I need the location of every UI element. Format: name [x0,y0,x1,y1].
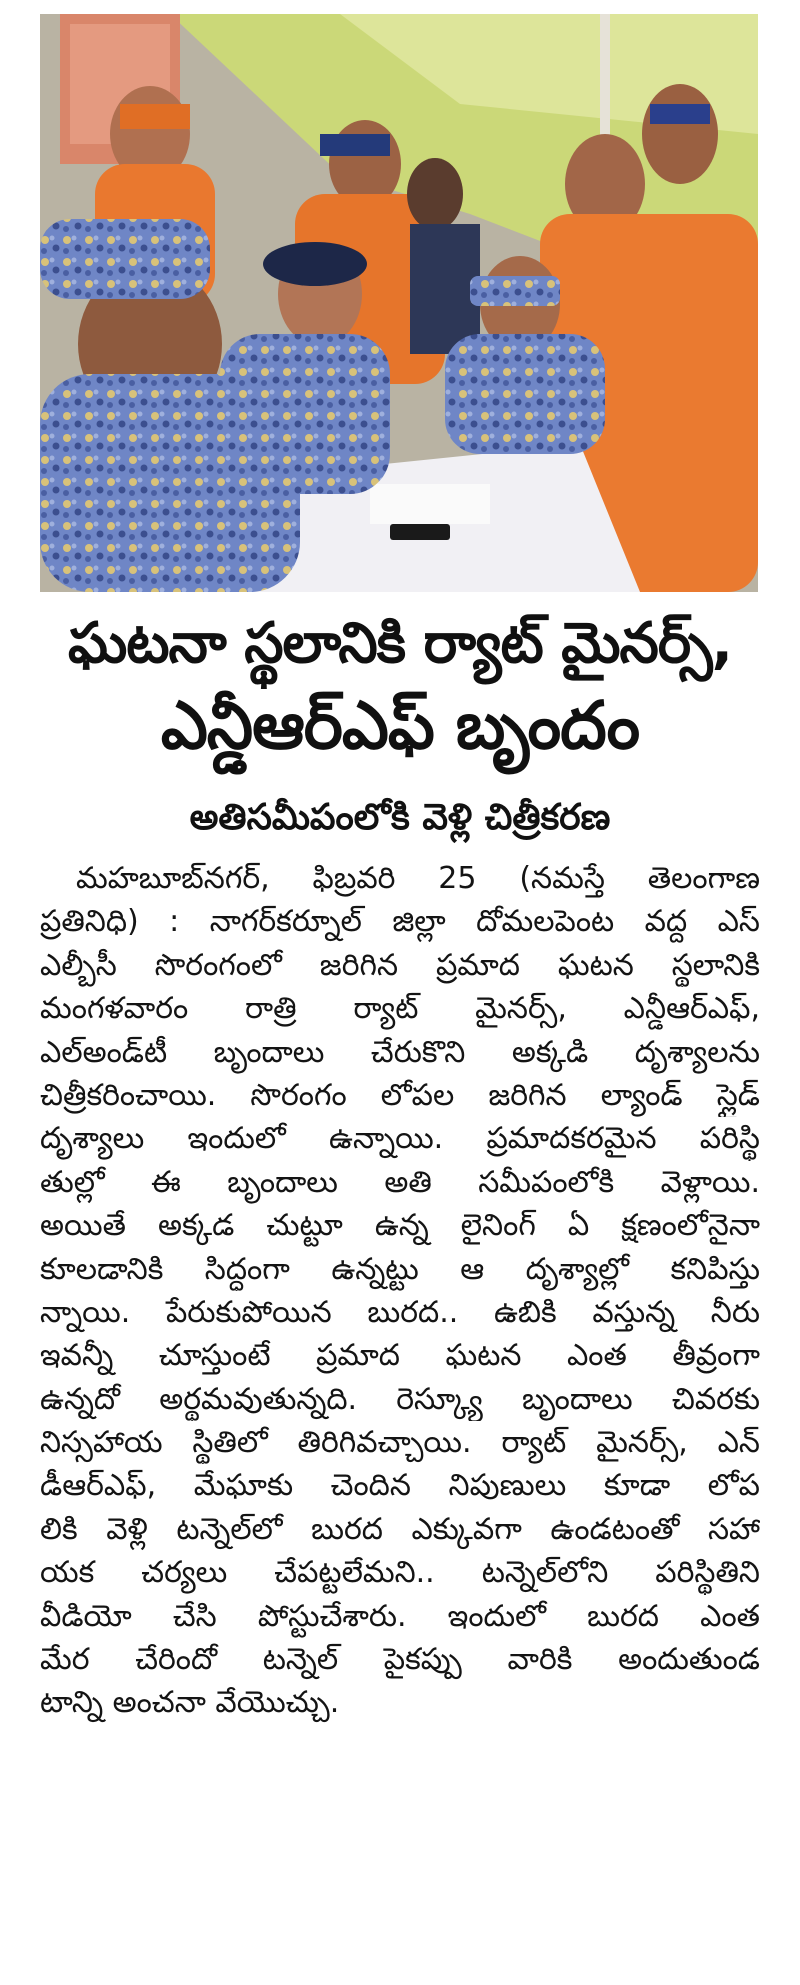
body-line: వీడియో చేసి పోస్టుచేశారు. ఇందులో బురద ఎంత [40,1598,760,1634]
body-line: కూలడానికి సిద్ధంగా ఉన్నట్టు ఆ దృశ్యాల్లో కనిపిస్తు [40,1251,760,1287]
body-line: నిస్సహాయ స్థితిలో తిరిగివచ్చాయి. ర్యాట్ మైనర్స్, ఎన్ [40,1425,760,1461]
subheadline: అతిసమీపంలోకి వెళ్లి చిత్రీకరణ [189,797,611,838]
body-line: ఉన్నదో అర్థమవుతున్నది. రెస్క్యూ బృందాలు చివరకు [40,1381,760,1417]
body-line: టాన్ని అంచనా వేయొచ్చు. [40,1685,340,1721]
headline-line-2: ఎన్డీఆర్ఎఫ్ బృందం [160,687,640,764]
body-line: యక చర్యలు చేపట్టలేమని.. టన్నెల్‌లోని పరిస్థితిని [40,1555,760,1591]
body-line: మంగళవారం రాత్రి ర్యాట్ మైనర్స్, ఎన్డీఆర్ఎఫ్, [40,991,760,1027]
body-line: అయితే అక్కడ చుట్టూ ఉన్న లైనింగ్ ఏ క్షణంలోనైనా [40,1208,760,1244]
body-line: తుల్లో ఈ బృందాలు అతి సమీపంలోకి వెళ్లాయి. [40,1164,760,1200]
body-line: డీఆర్ఎఫ్, మేఘాకు చెందిన నిపుణులు కూడా లోప [40,1468,760,1504]
photo-illustration [40,14,758,592]
body-line: చిత్రీకరించాయి. సొరంగం లోపల జరిగిన ల్యాండ్ స్లైడ్ [40,1077,760,1113]
body-line: ఇవన్నీ చూస్తుంటే ప్రమాద ఘటన ఎంత తీవ్రంగా [40,1338,760,1374]
body-line: న్నాయి. పేరుకుపోయిన బురద.. ఉబికి వస్తున్న నీరు [40,1294,760,1330]
body-line: మహబూబ్‌నగర్, ఫిబ్రవరి 25 (నమస్తే తెలంగాణ [76,861,760,896]
body-line: ఎల్బీసీ సొరంగంలో జరిగిన ప్రమాద ఘటన స్థలానికి [40,947,760,983]
body-line: ప్రతినిధి) : నాగర్‌కర్నూల్ జిల్లా దోమలపెంట వద్ద ఎస్ [40,904,760,940]
body-line: ఎల్అండ్‌టీ బృందాలు చేరుకొని అక్కడి దృశ్యాలను [40,1034,760,1070]
headline-line-1: ఘటనా స్థలానికి ర్యాట్ మైనర్స్, [68,611,732,676]
news-photo [40,14,758,592]
article-body [40,857,760,1725]
body-line: లికి వెళ్లి టన్నెల్‌లో బురద ఎక్కువగా ఉండటంతో సహా [40,1511,760,1547]
body-line: మేర చేరిందో టన్నెల్ పైకప్పు వారికి అందుతుండ [40,1642,760,1678]
body-line: దృశ్యాలు ఇందులో ఉన్నాయి. ప్రమాదకరమైన పరిస్థి [40,1121,760,1157]
